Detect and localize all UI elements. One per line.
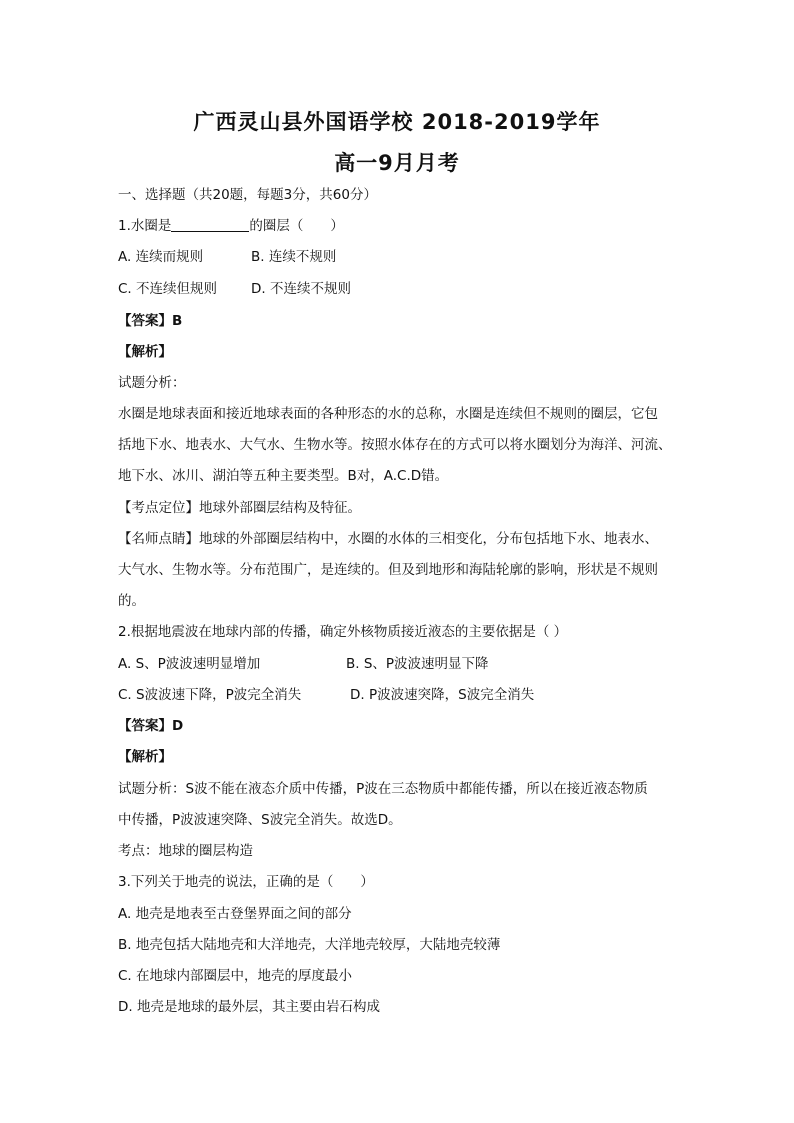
q1-analysis-label: 【解析】 [118, 344, 172, 360]
q1-tip-line2: 大气水、生物水等。分布范围广，是连续的。但及到地形和海陆轮廓的影响，形状是不规则 [118, 562, 658, 578]
q1-analysis-line1: 水圈是地球表面和接近地球表面的各种形态的水的总称，水圈是连续但不规则的圈层，它包 [118, 406, 658, 422]
q2-analysis-line2: 中传播，P波波速突降、S波完全消失。故选D。 [118, 812, 402, 828]
q2-answer: 【答案】D [118, 718, 184, 734]
q1-analysis-line3: 地下水、冰川、湖泊等五种主要类型。B对，A.C.D错。 [118, 468, 449, 484]
q3-option-c: C. 在地球内部圈层中，地壳的厚度最小 [118, 968, 353, 984]
section-heading: 一、选择题（共20题，每题3分，共60分） [118, 187, 377, 203]
q2-option-c: C. S波波速下降，P波完全消失 [118, 687, 302, 703]
q3-option-a: A. 地壳是地表至古登堡界面之间的部分 [118, 906, 352, 922]
q2-analysis-line1: 试题分析：S波不能在液态介质中传播，P波在三态物质中都能传播，所以在接近液态物质 [118, 781, 648, 797]
q3-option-b: B. 地壳包括大陆地壳和大洋地壳，大洋地壳较厚，大陆地壳较薄 [118, 937, 501, 953]
q1-tip-line3: 的。 [118, 593, 145, 609]
q1-option-c: C. 不连续但规则 [118, 281, 218, 297]
q1-tip-line1: 【名师点睛】地球的外部圈层结构中，水圈的水体的三相变化，分布包括地下水、地表水、 [118, 531, 658, 547]
q1-analysis-intro: 试题分析： [118, 375, 186, 391]
q2-option-a: A. S、P波波速明显增加 [118, 656, 261, 672]
q1-answer: 【答案】B [118, 313, 183, 329]
q3-option-d: D. 地壳是地球的最外层，其主要由岩石构成 [118, 999, 380, 1015]
q2-analysis-label: 【解析】 [118, 749, 172, 765]
document-title-line2: 高一9月月考 [334, 151, 460, 175]
q1-option-d: D. 不连续不规则 [251, 281, 351, 297]
q2-stem: 2.根据地震波在地球内部的传播，确定外核物质接近液态的主要依据是（ ） [118, 624, 568, 640]
q1-stem-pre: 1.水圈是 [118, 218, 172, 234]
document-title-line1: 广西灵山县外国语学校 2018-2019学年 [193, 110, 601, 134]
q1-option-b: B. 连续不规则 [251, 249, 337, 265]
q1-stem [118, 216, 344, 236]
q2-point: 考点：地球的圈层构造 [118, 843, 253, 859]
q1-point: 【考点定位】地球外部圈层结构及特征。 [118, 500, 361, 516]
q1-analysis-line2: 括地下水、地表水、大气水、生物水等。按照水体存在的方式可以将水圈划分为海洋、河流、 [118, 437, 672, 453]
q1-stem-post: 的圈层（ ） [249, 218, 344, 234]
q1-blank [171, 217, 249, 232]
q3-stem: 3.下列关于地壳的说法，正确的是（ ） [118, 874, 374, 890]
q2-option-d: D. P波波速突降，S波完全消失 [350, 687, 535, 703]
q2-option-b: B. S、P波波速明显下降 [346, 656, 489, 672]
q1-option-a: A. 连续而规则 [118, 249, 204, 265]
